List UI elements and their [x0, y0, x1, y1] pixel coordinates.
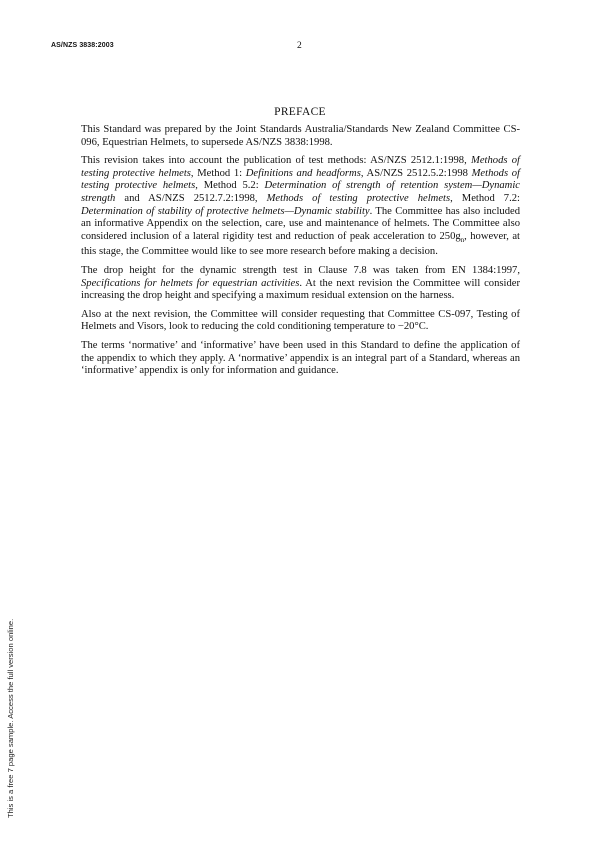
preface-paragraph-5: The terms ‘normative’ and ‘informative’ have been used in this Standard to define the application of the appendix to which they apply. A ‘normative’ appendix is an integral part of a Standard, whereas an ‘informative’ appendix is only for information and guidance. [81, 340, 520, 377]
method-subtitle: Determination of strength of retention system—Dynamic strength [81, 180, 520, 204]
preface-title: PREFACE [274, 106, 326, 118]
text-run: , Method 5.2: [195, 180, 265, 192]
preface-paragraph-2 [81, 155, 520, 259]
sample-notice: This is a free 7 page sample. Access the full version online. [6, 618, 15, 818]
preface-body [81, 124, 520, 384]
text-run: , however, at this stage, the Committee would like to see more research before making a decision. [81, 230, 520, 258]
text-run: . At the next revision the Committee will consider increasing the drop height and specifying a maximum residual extension on the harness. [81, 277, 520, 302]
text-run: . The Committee has also included an informative Appendix on the selection, care, use and maintenance of helmets. The Committee also considered inclusion of a lateral rigidity test and reduction of peak acceleration to 250g [81, 205, 520, 242]
text-run: , Method 7.2: [450, 192, 520, 204]
text-run: and AS/NZS 2512.7.2:1998, [115, 192, 267, 204]
method-title: Methods of testing protective helmets [266, 192, 451, 204]
preface-paragraph-1: This Standard was prepared by the Joint Standards Australia/Standards New Zealand Committee CS-096, Equestrian Helmets, to supersede AS/NZS 3838:1998. [81, 124, 520, 148]
preface-paragraph-4: Also at the next revision, the Committee will consider requesting that Committee CS-097, Testing of Helmets and Visors, look to reducing the cold conditioning temperature to −20°C. [81, 308, 520, 333]
text-run: , AS/NZS 2512.5.2:1998 [360, 167, 472, 179]
subscript-n: n [460, 235, 465, 244]
document-code: AS/NZS 3838:2003 [51, 42, 114, 49]
method-subtitle: Definitions and headforms [245, 167, 361, 179]
page-number: 2 [297, 41, 302, 51]
preface-paragraph-3 [81, 265, 520, 303]
standard-title: Specifications for helmets for equestrian activities [81, 277, 300, 289]
method-title: Methods of testing protective helmets [81, 167, 521, 192]
text-run: The drop height for the dynamic strength test in Clause 7.8 was taken from EN 1384:1997, [81, 265, 520, 277]
method-title: Methods of testing protective helmets [81, 155, 520, 179]
text-run: , Method 1: [190, 167, 246, 179]
text-run: This revision takes into account the publication of test methods: AS/NZS 2512.1:1998, [81, 155, 472, 167]
method-subtitle: Determination of stability of protective helmets—Dynamic stability [81, 205, 370, 217]
